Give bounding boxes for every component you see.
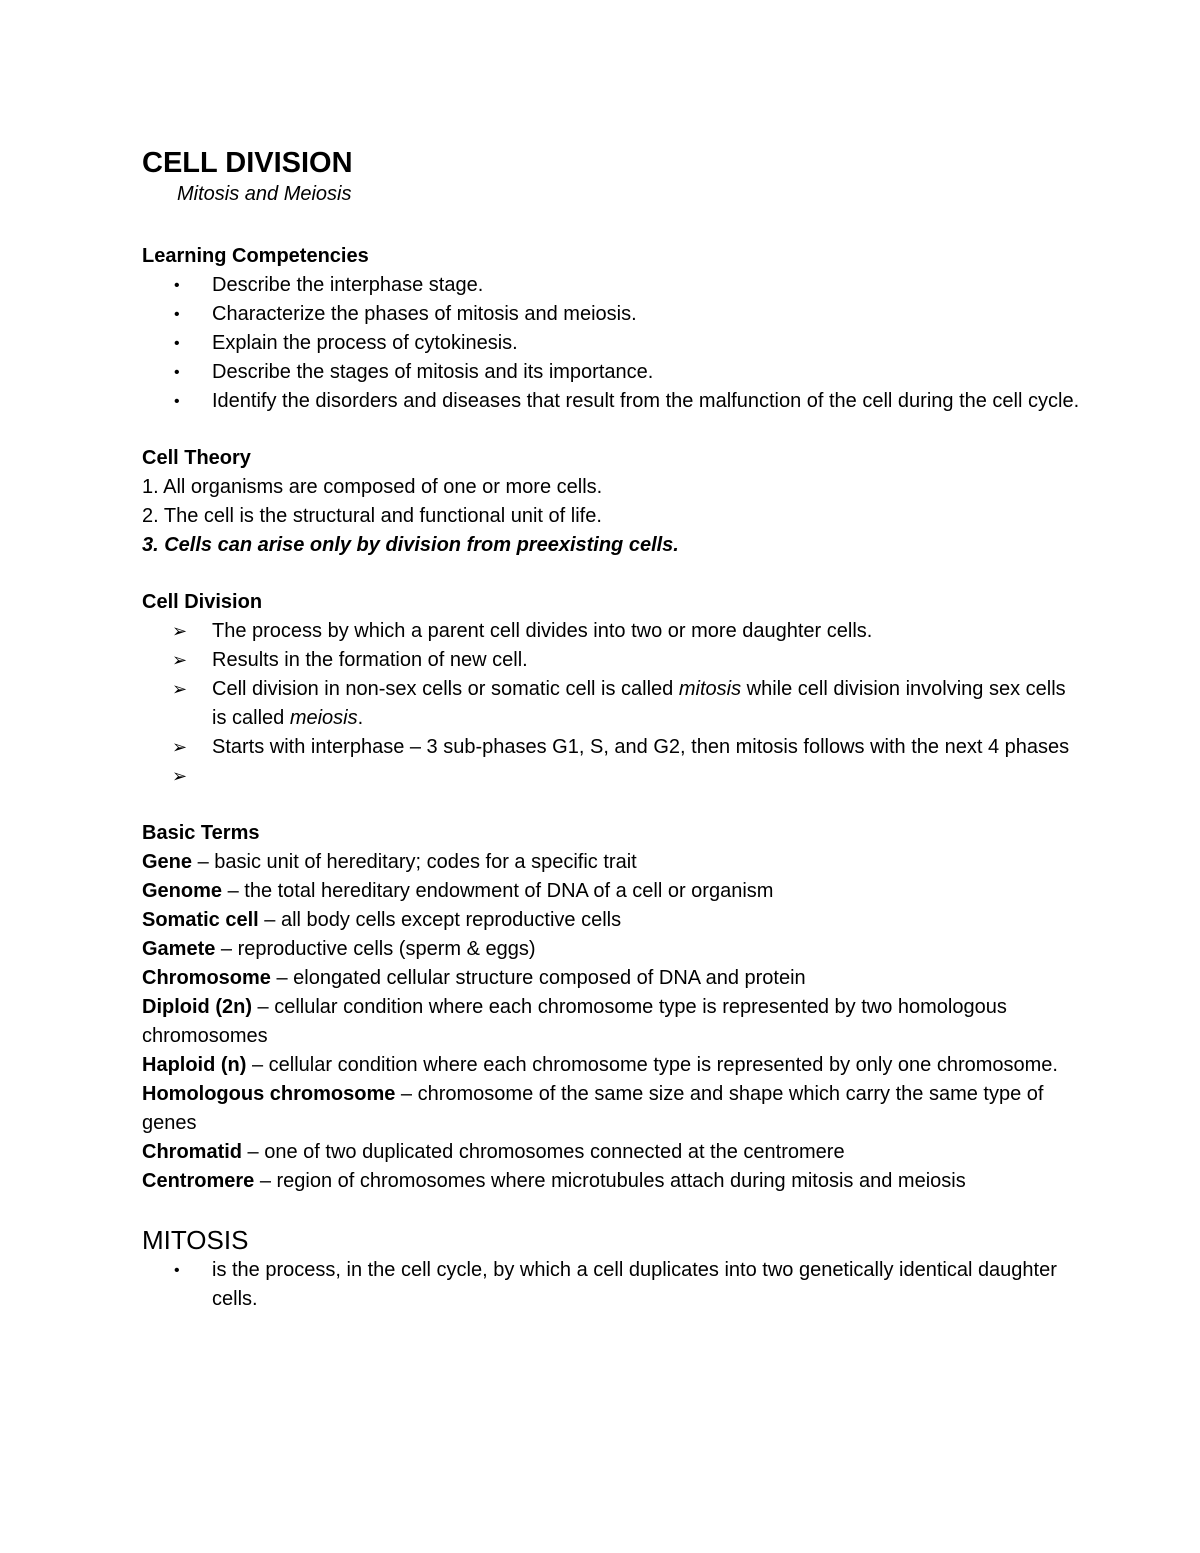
term-entry: Centromere – region of chromosomes where microtubules attach during mitosis and meiosis (142, 1170, 966, 1192)
arrow-bullet-icon: ➢ (172, 650, 188, 670)
term-entry: Gene – basic unit of hereditary; codes for a specific trait (142, 851, 637, 873)
list-item: • is the process, in the cell cycle, by which a cell duplicates into two genetically identical daughter cells. (142, 1256, 1082, 1314)
cell-division-list (142, 617, 1082, 791)
cell-theory-item: 1. All organisms are composed of one or more cells. (142, 476, 603, 498)
list-item: • Explain the process of cytokinesis. (142, 329, 1082, 358)
cell-theory-heading: Cell Theory (142, 447, 251, 469)
arrow-bullet-icon: ➢ (172, 737, 188, 757)
page-subtitle: Mitosis and Meiosis (177, 183, 352, 205)
term-entry: Somatic cell – all body cells except reproductive cells (142, 909, 622, 931)
bullet-icon: • (174, 306, 180, 323)
competencies-list (142, 271, 1082, 416)
list-item: ➢ Starts with interphase – 3 sub-phases G1, S, and G2, then mitosis follows with the next 4 phases (142, 733, 1082, 762)
list-item: • Characterize the phases of mitosis and meiosis. (142, 300, 1082, 329)
cell-theory-item: 2. The cell is the structural and functional unit of life. (142, 505, 602, 527)
cell-theory-item-emphasis: 3. Cells can arise only by division from preexisting cells. (142, 534, 679, 556)
term-entry: Genome – the total hereditary endowment of DNA of a cell or organism (142, 880, 774, 902)
bullet-icon: • (174, 364, 180, 381)
arrow-bullet-icon: ➢ (172, 679, 188, 699)
bullet-icon: • (174, 335, 180, 352)
list-item: ➢ Cell division in non-sex cells or somatic cell is called mitosis while cell division involving sex cells is called meiosis. (142, 675, 1082, 733)
basic-terms-heading: Basic Terms (142, 822, 260, 844)
term-entry: Diploid (2n) – cellular condition where each chromosome type is represented by two homologous chromosomes (142, 996, 1007, 1047)
basic-terms-list (142, 848, 1082, 1196)
bullet-icon: • (174, 277, 180, 294)
competencies-heading: Learning Competencies (142, 245, 369, 267)
term-entry: Chromatid – one of two duplicated chromosomes connected at the centromere (142, 1141, 845, 1163)
list-item: ➢ Results in the formation of new cell. (142, 646, 1082, 675)
mitosis-list (142, 1256, 1082, 1314)
term-entry: Gamete – reproductive cells (sperm & eggs) (142, 938, 536, 960)
list-item: • Identify the disorders and diseases that result from the malfunction of the cell during the cell cycle. (142, 387, 1082, 416)
term-entry: Chromosome – elongated cellular structure composed of DNA and protein (142, 967, 806, 989)
list-item (142, 762, 1082, 791)
list-item: ➢ The process by which a parent cell divides into two or more daughter cells. (142, 617, 1082, 646)
bullet-icon: • (174, 393, 180, 410)
mitosis-heading: MITOSIS (142, 1225, 249, 1255)
arrow-bullet-icon: ➢ (172, 621, 188, 641)
document-content (142, 146, 1082, 1314)
list-item: • Describe the stages of mitosis and its importance. (142, 358, 1082, 387)
cell-division-heading: Cell Division (142, 591, 263, 613)
arrow-bullet-icon: ➢ (172, 766, 188, 786)
page-title: CELL DIVISION (142, 147, 353, 179)
term-entry: Homologous chromosome – chromosome of the same size and shape which carry the same type of genes (142, 1083, 1044, 1134)
bullet-icon: • (174, 1262, 180, 1279)
term-entry: Haploid (n) – cellular condition where each chromosome type is represented by only one chromosome. (142, 1054, 1058, 1076)
list-item: • Describe the interphase stage. (142, 271, 1082, 300)
